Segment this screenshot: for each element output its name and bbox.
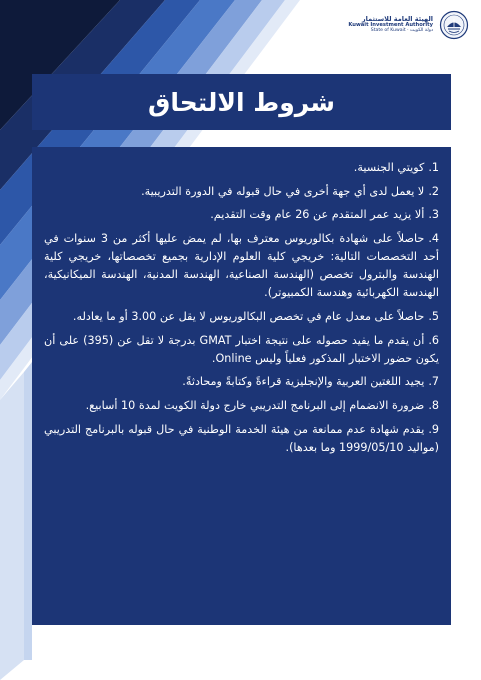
logo-name-ar: الهيئة العامة للاستثمار <box>361 15 433 24</box>
list-item-text: حاصلاً على شهادة بكالوريوس معترف بها، لم يمض عليها أكثر من 3 سنوات في أحد التخصصات التالية: خريجي كلية العلوم الإدارية بجميع تخصصاتها، خريجي كلية الهندسة والبترول تخصص (الهندسة الصناعية، الهندسة المدنية، الهندسة الميكانيكية، الهندسة الكهربائية وهندسة الكمبيوتر). <box>44 231 439 300</box>
requirements-panel <box>32 147 451 625</box>
list-item-number: 6. <box>428 333 439 347</box>
list-item <box>44 397 439 415</box>
logo-text <box>348 16 433 33</box>
list-item-text: كويتي الجنسية. <box>353 161 425 174</box>
list-item <box>44 308 439 326</box>
logo-state-en: State of Kuwait <box>370 27 406 33</box>
list-item-number: 1. <box>428 161 439 174</box>
list-item <box>44 159 439 177</box>
list-item-number: 2. <box>428 184 439 198</box>
list-item-number: 8. <box>428 399 439 413</box>
list-item-number: 3. <box>428 208 439 222</box>
list-item <box>44 230 439 303</box>
list-item <box>44 332 439 368</box>
list-item-text: يقدم شهادة عدم ممانعة من هيئة الخدمة الوطنية في حال قبوله بالبرنامج التدريبي (مواليد 1999/05/10 وما بعدها). <box>44 422 439 454</box>
list-item <box>44 183 439 201</box>
list-item <box>44 373 439 391</box>
list-item <box>44 206 439 224</box>
logo-name-en: Kuwait Investment Authority <box>348 22 433 29</box>
logo-state-ar: دولة الكويت <box>410 27 433 33</box>
list-item-number: 5. <box>428 309 439 323</box>
list-item-text: يجيد اللغتين العربية والإنجليزية قراءةً وكتابةً ومحادثةً. <box>182 375 425 389</box>
list-item <box>44 421 439 457</box>
list-item-text: لا يعمل لدى أي جهة أخرى في حال قبوله في الدورة التدريبية. <box>141 184 425 198</box>
title-banner <box>32 74 451 130</box>
list-item-text: ألا يزيد عمر المتقدم عن 26 عام وقت التقديم. <box>210 208 425 222</box>
list-item-number: 4. <box>428 231 439 245</box>
list-item-text: حاصلاً على معدل عام في تخصص البكالوريوس لا يقل عن 3.00 أو ما يعادله. <box>72 309 425 323</box>
list-item-number: 7. <box>428 375 439 389</box>
list-item-text: أن يقدم ما يفيد حصوله على نتيجة اختبار GMAT بدرجة لا تقل عن (395) على أن يكون حضور الاختبار المذكور فعلياً وليس Online. <box>44 333 439 365</box>
page-title: شروط الالتحاق <box>148 87 335 117</box>
requirements-list <box>44 159 439 457</box>
kia-logo <box>348 10 469 40</box>
kuwait-emblem-icon <box>439 10 469 40</box>
list-item-text: ضرورة الانضمام إلى البرنامج التدريبي خارج دولة الكويت لمدة 10 أسابيع. <box>85 399 425 413</box>
list-item-number: 9. <box>428 422 439 436</box>
logo-state: State of Kuwait · دولة الكويت <box>370 27 433 33</box>
